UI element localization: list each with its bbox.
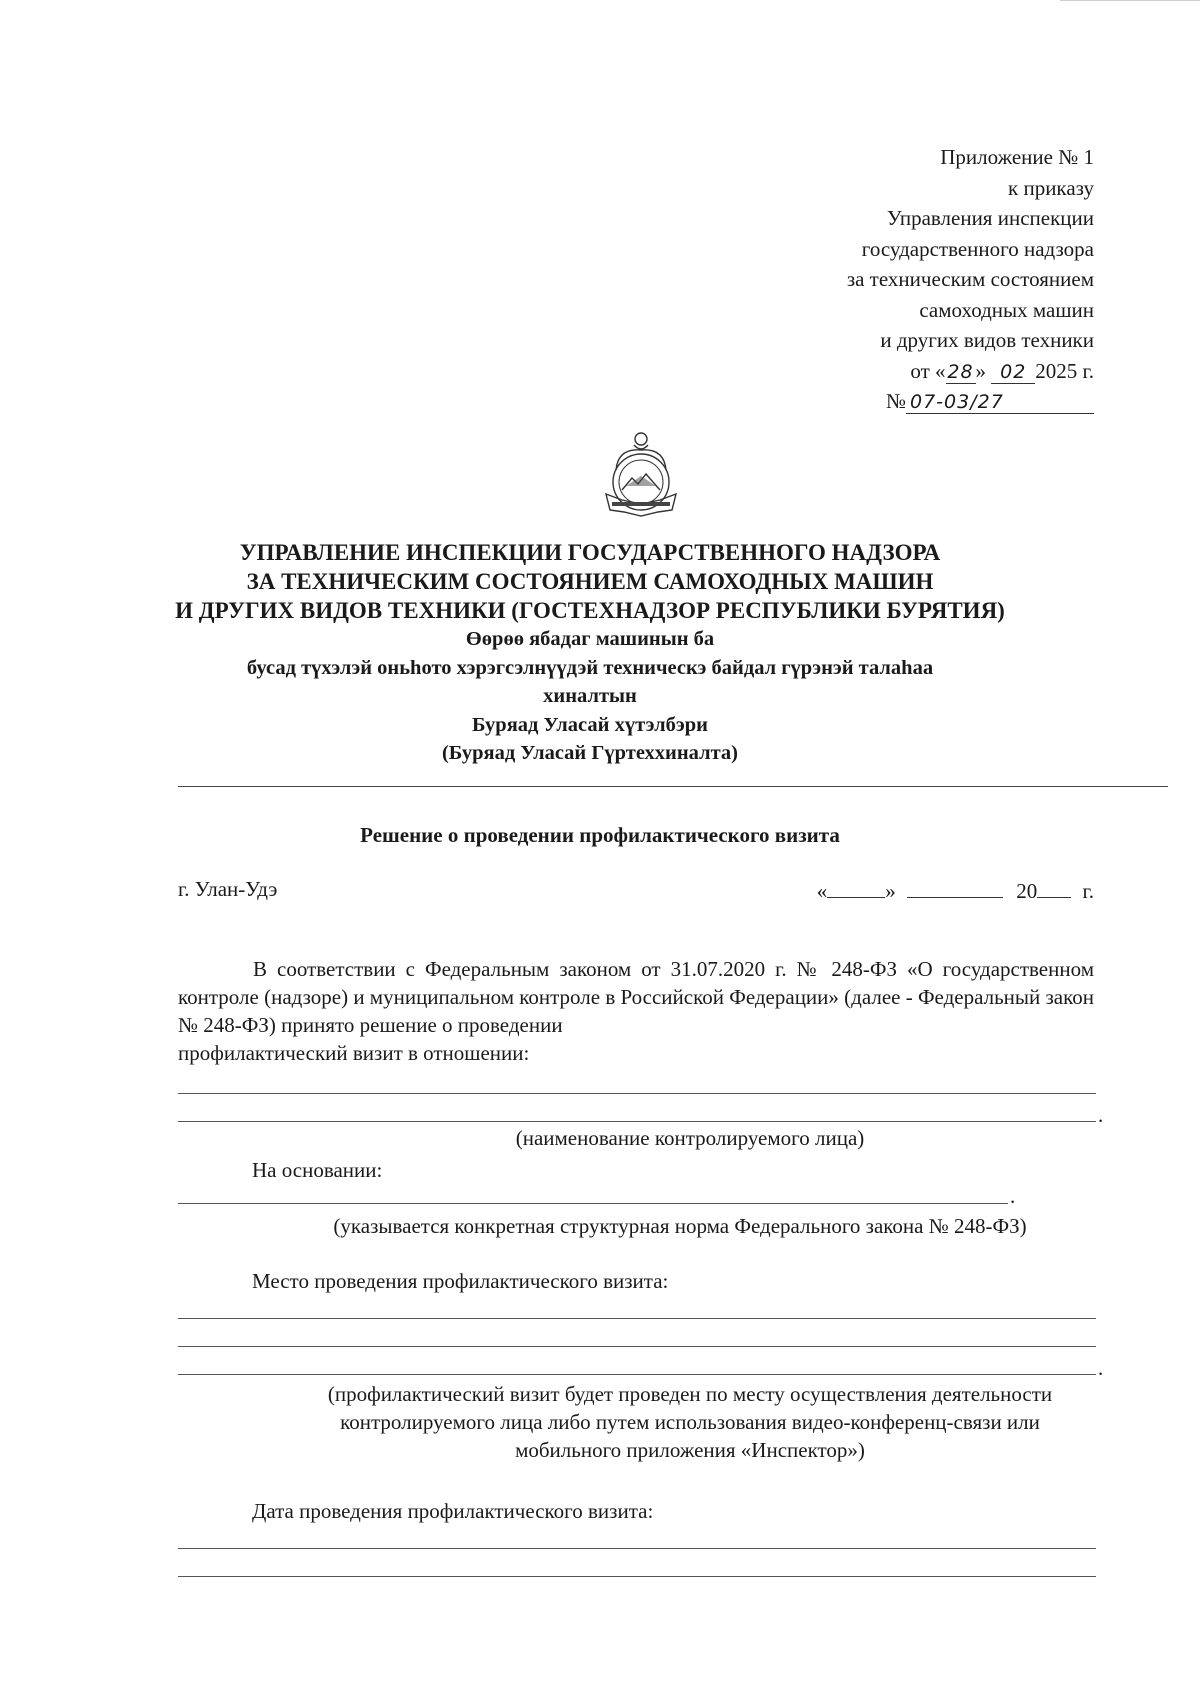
order-date (734, 356, 1094, 387)
place-caption (0, 1380, 1200, 1464)
date-month-blank[interactable] (907, 877, 1003, 898)
date-day-blank[interactable] (827, 877, 885, 898)
date-suffix: г. (1082, 879, 1094, 903)
header-divider (178, 786, 1168, 787)
date-century: 20 (1016, 879, 1038, 903)
intro-text: В соответствии с Федеральным законом от 31.07.2020 г. № 248-ФЗ «О государственном контроле (надзоре) и муниципальном контроле в Российской Федерации» (далее - Федеральный закон № 248-ФЗ) принято решение о проведении (178, 957, 1094, 1037)
entity-fill-line[interactable] (178, 1093, 1096, 1094)
line-end-dot: . (1098, 1356, 1104, 1380)
place-fill-line[interactable] (178, 1318, 1096, 1319)
order-number-prefix: № (885, 389, 906, 413)
decision-date-field (817, 877, 1094, 904)
coat-of-arms-emblem (596, 428, 686, 533)
order-date-mid: » (975, 358, 986, 383)
order-date-day: 28 (947, 360, 974, 383)
intro-last-line: профилактический визит в отношении: (178, 1041, 530, 1065)
agency-title-bur: бусад түхэлэй оньһото хэрэгсэлнүүдэй техническэ байдал гүрэнэй талаһаа (246, 656, 934, 679)
order-number (734, 386, 1094, 417)
order-date-year: 2025 г. (1035, 358, 1094, 383)
order-date-prefix: от « (910, 358, 946, 383)
city-label: г. Улан-Удэ (178, 877, 278, 901)
order-number-value: 07-03/27 (906, 391, 1094, 414)
visit-date-fill-line[interactable] (178, 1548, 1096, 1549)
scan-edge-line (1060, 0, 1200, 1)
agency-title-ru: ЗА ТЕХНИЧЕСКИМ СОСТОЯНИЕМ САМОХОДНЫХ МАШИН (246, 569, 934, 594)
place-caption-line: мобильного приложения «Инспектор») (515, 1438, 865, 1462)
basis-fill-line[interactable] (178, 1203, 1008, 1204)
agency-title-ru: УПРАВЛЕНИЕ ИНСПЕКЦИИ ГОСУДАРСТВЕННОГО НАДЗОРА (239, 540, 941, 565)
entity-fill-line[interactable] (178, 1121, 1096, 1122)
appendix-line: Управления инспекции (886, 206, 1094, 230)
order-date-month: 02 (991, 361, 1035, 384)
place-caption-line: контролируемого лица либо путем использования видео-конференц-связи или (340, 1410, 1040, 1434)
place-fill-line[interactable] (178, 1374, 1096, 1375)
decision-title: Решение о проведении профилактического визита (360, 823, 840, 847)
intro-paragraph (178, 955, 1094, 1067)
appendix-line: к приказу (1008, 175, 1094, 200)
agency-title-bur: (Буряад Уласай Гүртеххиналта) (441, 742, 738, 764)
appendix-line: государственного надзора (861, 236, 1094, 261)
place-fill-line[interactable] (178, 1346, 1096, 1347)
emblem-ribbon-band (612, 502, 670, 506)
date-open-quote: « (816, 879, 828, 903)
line-end-dot: . (1010, 1184, 1016, 1208)
appendix-line: за техническим состоянием (846, 267, 1094, 291)
place-caption-line: (профилактический визит будет проведен по месту осуществления деятельности (327, 1382, 1053, 1406)
appendix-block (734, 142, 1094, 417)
visit-date-label: Дата проведения профилактического визита: (252, 1499, 654, 1523)
line-end-dot: . (1098, 1103, 1104, 1127)
agency-title-bur: Буряад Уласай хүтэлбэри (472, 713, 708, 736)
entity-caption: (наименование контролируемого лица) (515, 1126, 865, 1150)
basis-label: На основании: (252, 1158, 383, 1182)
date-year-blank[interactable] (1037, 877, 1071, 898)
agency-title-bur: Өөрөө ябадаг машинын ба (465, 628, 715, 650)
date-close-quote: » (885, 879, 896, 903)
norm-caption: (указывается конкретная структурная норма Федерального закона № 248-ФЗ) (333, 1214, 1027, 1238)
agency-title (150, 538, 1030, 768)
appendix-line: самоходных машин (919, 297, 1094, 322)
visit-date-fill-line[interactable] (178, 1576, 1096, 1577)
appendix-line: и других видов техники (880, 328, 1094, 352)
emblem-top-bead (635, 433, 647, 445)
place-label: Место проведения профилактического визита: (252, 1269, 669, 1293)
agency-title-ru: И ДРУГИХ ВИДОВ ТЕХНИКИ (ГОСТЕХНАДЗОР РЕСПУБЛИКИ БУРЯТИЯ) (175, 598, 1005, 623)
appendix-line: Приложение № 1 (940, 145, 1094, 169)
agency-title-bur: хиналтын (543, 685, 637, 707)
